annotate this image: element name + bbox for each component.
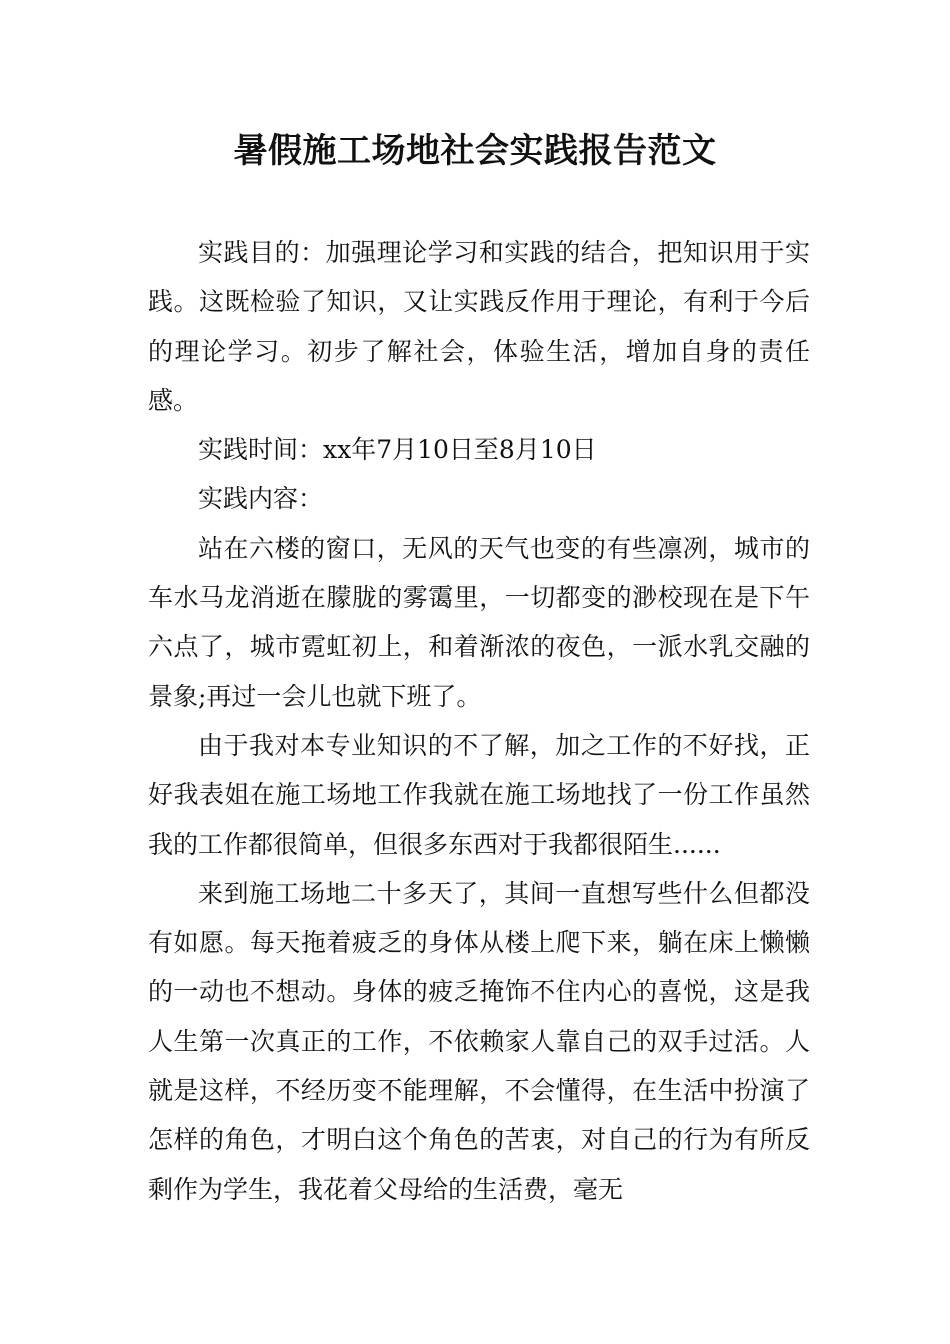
paragraph-purpose: 实践目的：加强理论学习和实践的结合，把知识用于实践。这既检验了知识，又让实践反作用于理论，有利于今后的理论学习。初步了解社会，体验生活，增加自身的责任感。 — [148, 238, 810, 415]
paragraph-job-search: 由于我对本专业知识的不了解，加之工作的不好找，正好我表姐在施工场地工作我就在施工场地找了一份工作虽然我的工作都很简单，但很多东西对于我都很陌生...... — [148, 730, 810, 859]
paragraph-reflection: 来到施工场地二十多天了，其间一直想写些什么但都没有如愿。每天拖着疲乏的身体从楼上爬下来，躺在床上懒懒的一动也不想动。身体的疲乏掩饰不住内心的喜悦，这是我人生第一次真正的工作，不依赖家人靠自己的双手过活。人就是这样，不经历变不能理解，不会懂得，在生活中扮演了怎样的角色，才明白这个角色的苦衷，对自己的行为有所反剩作为学生，我花着父母给的生活费，毫无 — [148, 878, 810, 1204]
paragraph-time: 实践时间：xx年7月10日至8月10日 — [198, 435, 597, 465]
paragraph-window-scene: 站在六楼的窗口，无风的天气也变的有些凛冽，城市的车水马龙消逝在朦胧的雾霭里，一切都变的渺校现在是下午六点了，城市霓虹初上，和着渐浓的夜色，一派水乳交融的景象;再过一会儿也就下班了。 — [148, 533, 810, 711]
document-body — [148, 228, 810, 1214]
document-title: 暑假施工场地社会实践报告范文 — [233, 131, 717, 171]
paragraph-content-heading: 实践内容： — [198, 484, 324, 514]
